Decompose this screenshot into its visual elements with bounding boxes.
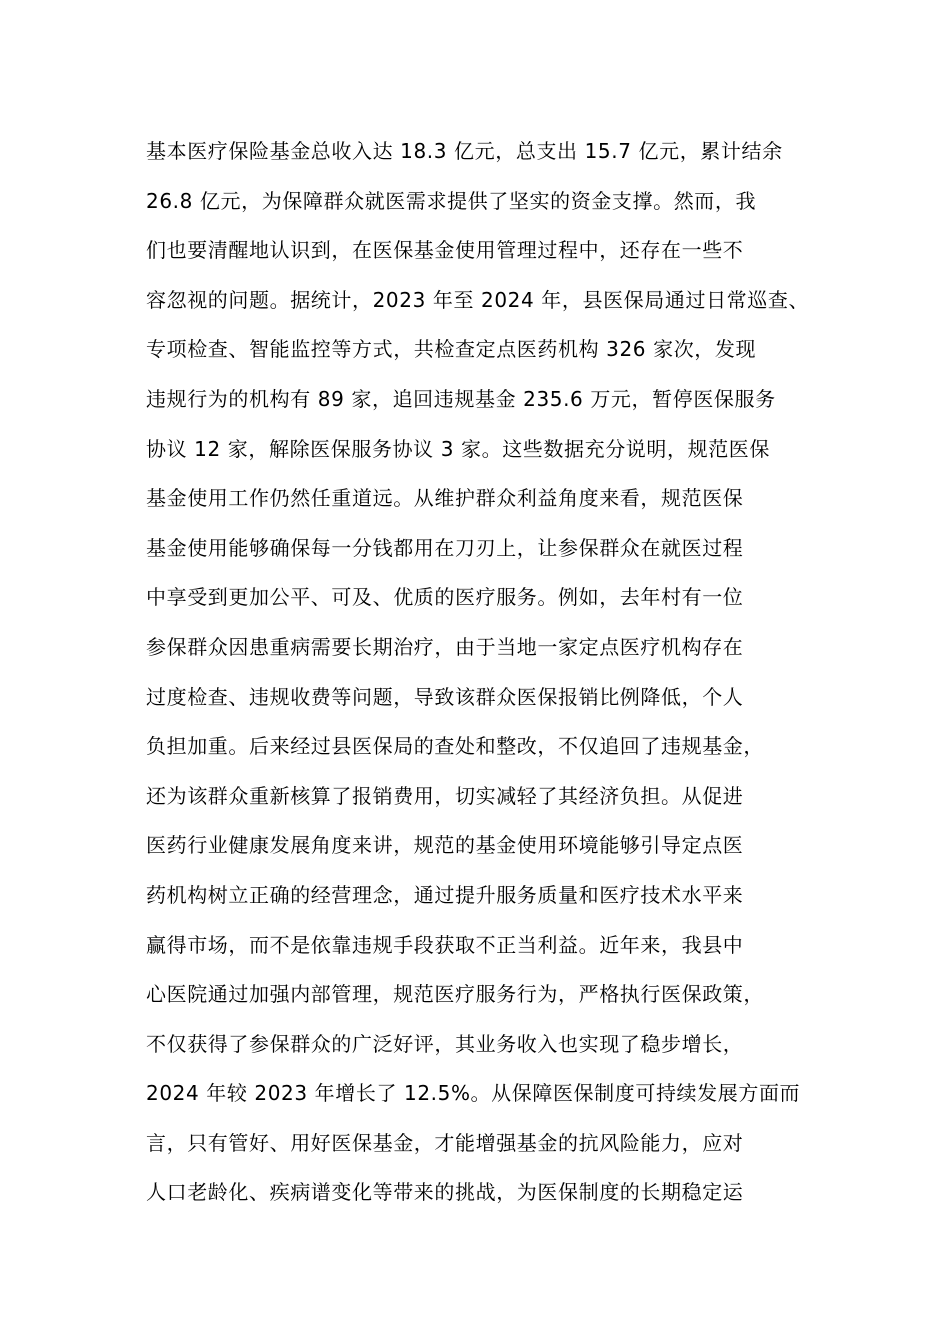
body-paragraph (146, 127, 826, 1218)
text-line: 不仅获得了参保群众的广泛好评，其业务收入也实现了稳步增长， (146, 1031, 744, 1056)
text-line: 违规行为的机构有 89 家，追回违规基金 235.6 万元，暂停医保服务 (146, 386, 776, 411)
text-line: 中享受到更加公平、可及、优质的医疗服务。例如，去年村有一位 (146, 585, 744, 610)
text-line: 容忽视的问题。据统计，2023 年至 2024 年，县医保局通过日常巡查、 (146, 287, 810, 312)
text-line: 人口老龄化、疾病谱变化等带来的挑战，为医保制度的长期稳定运 (146, 1180, 744, 1205)
text-line: 26.8 亿元，为保障群众就医需求提供了坚实的资金支撑。然而，我 (146, 188, 757, 213)
text-line: 医药行业健康发展角度来讲，规范的基金使用环境能够引导定点医 (146, 833, 744, 858)
text-line: 负担加重。后来经过县医保局的查处和整改，不仅追回了违规基金， (146, 734, 764, 759)
text-line: 过度检查、违规收费等问题，导致该群众医保报销比例降低，个人 (146, 684, 744, 709)
text-line: 药机构树立正确的经营理念，通过提升服务质量和医疗技术水平来 (146, 882, 744, 907)
text-line: 基金使用能够确保每一分钱都用在刀刃上，让参保群众在就医过程 (146, 535, 744, 560)
text-line: 基金使用工作仍然任重道远。从维护群众利益角度来看，规范医保 (146, 486, 744, 511)
text-line: 心医院通过加强内部管理，规范医疗服务行为，严格执行医保政策， (146, 982, 764, 1007)
text-line: 言，只有管好、用好医保基金，才能增强基金的抗风险能力，应对 (146, 1130, 744, 1155)
text-line: 参保群众因患重病需要长期治疗，由于当地一家定点医疗机构存在 (146, 634, 744, 659)
text-line: 协议 12 家，解除医保服务协议 3 家。这些数据充分说明，规范医保 (146, 436, 771, 461)
text-line: 们也要清醒地认识到，在医保基金使用管理过程中，还存在一些不 (146, 238, 744, 263)
text-line: 2024 年较 2023 年增长了 12.5%。从保障医保制度可持续发展方面而 (146, 1081, 801, 1106)
text-line: 基本医疗保险基金总收入达 18.3 亿元，总支出 15.7 亿元，累计结余 (146, 139, 783, 163)
text-line: 专项检查、智能监控等方式，共检查定点医药机构 326 家次，发现 (146, 337, 757, 362)
text-line: 赢得市场，而不是依靠违规手段获取不正当利益。近年来，我县中 (146, 932, 744, 957)
text-line: 还为该群众重新核算了报销费用，切实减轻了其经济负担。从促进 (146, 783, 744, 808)
